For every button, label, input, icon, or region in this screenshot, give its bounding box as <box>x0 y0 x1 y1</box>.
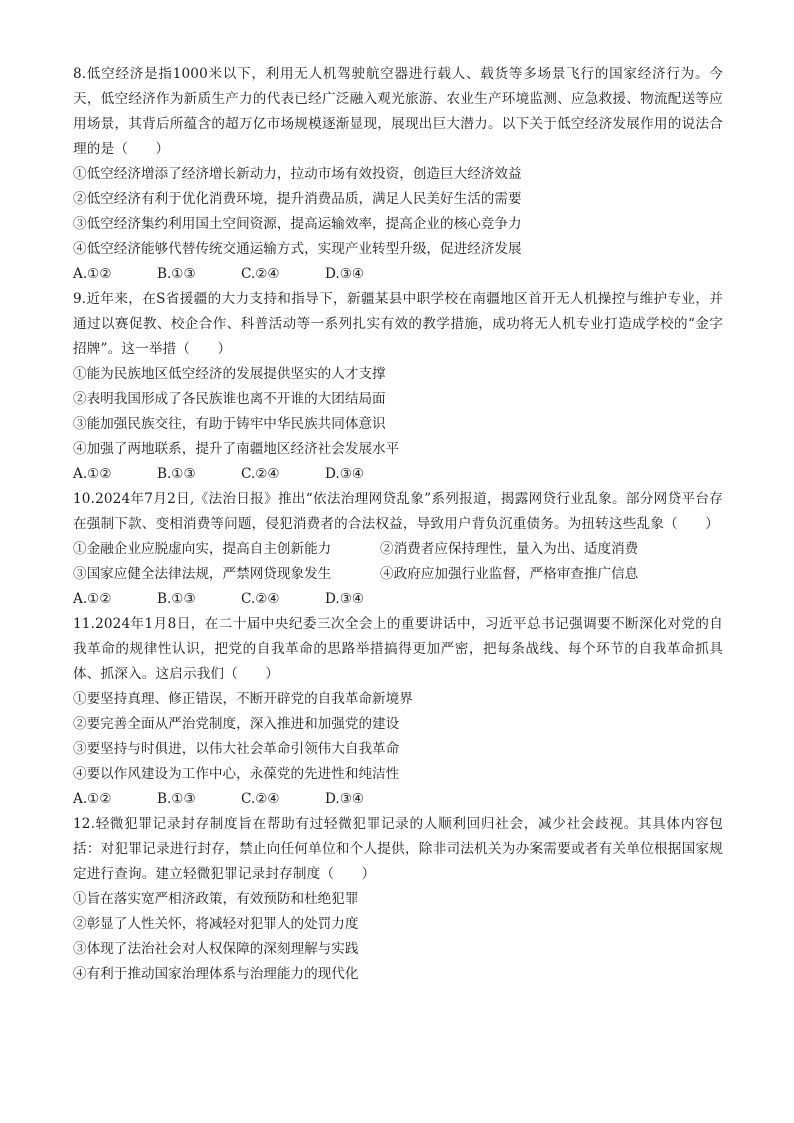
option-4: ④要以作风建设为工作中心，永葆党的先进性和纯洁性 <box>73 766 400 782</box>
question-12 <box>73 812 723 987</box>
option-1: ①要坚持真理、修正错误，不断开辟党的自我革命新境界 <box>73 691 413 707</box>
answer-choices <box>73 787 723 812</box>
option-1: ①能为民族地区低空经济的发展提供坚实的人才支撑 <box>73 366 386 382</box>
question-stem: 12.轻微犯罪记录封存制度旨在帮助有过轻微犯罪记录的人顺利回归社会，减少社会歧视。其具体内容包括：对犯罪记录进行封存，禁止向任何单位和个人提供，除非司法机关为办案需要或者有关单位根据国家规定进行查询。建立轻微犯罪记录封存制度（ ） <box>73 816 723 882</box>
choice-d: D.③④ <box>325 266 365 282</box>
question-stem: 10.2024年7月2日,《法治日报》推出“依法治理网贷乱象”系列报道，揭露网贷行业乱象。部分网贷平台存在强制下款、变相消费等问题，侵犯消费者的合法权益，导致用户背负沉重债务。为扭转这些乱象（ ） <box>73 491 723 532</box>
option-3: ③国家应健全法律法规，严禁网贷现象发生 <box>73 566 332 582</box>
choice-a: A.①② <box>73 591 112 607</box>
option-3: ③低空经济集约利用国土空间资源，提高运输效率，提高企业的核心竞争力 <box>73 216 522 232</box>
choice-c: C.②④ <box>241 791 280 807</box>
option-3: ③要坚持与时俱进，以伟大社会革命引领伟大自我革命 <box>73 741 400 757</box>
options-grid <box>73 537 723 587</box>
option-2: ②要完善全面从严治党制度，深入推进和加强党的建设 <box>73 716 400 732</box>
choice-b: B.①③ <box>157 266 196 282</box>
question-11 <box>73 612 723 812</box>
option-2: ②彰显了人性关怀，将减轻对犯罪人的处罚力度 <box>73 916 359 932</box>
choice-b: B.①③ <box>157 791 196 807</box>
question-stem: 11.2024年1月8日，在二十届中央纪委三次全会上的重要讲话中，习近平总书记强调要不断深化对党的自我革命的规律性认识，把党的自我革命的思路举措搞得更加严密，把每条战线、每个环节的自我革命抓具体、抓深入。这启示我们（ ） <box>73 616 723 682</box>
answer-choices <box>73 262 723 287</box>
option-1: ①金融企业应脱虚向实，提高自主创新能力 <box>73 541 332 557</box>
choice-d: D.③④ <box>325 791 365 807</box>
option-1: ①低空经济增添了经济增长新动力，拉动市场有效投资，创造巨大经济效益 <box>73 166 522 182</box>
option-4: ④政府应加强行业监督，严格审查推广信息 <box>380 566 639 582</box>
choice-a: A.①② <box>73 266 112 282</box>
choice-c: C.②④ <box>241 591 280 607</box>
option-1: ①旨在落实宽严相济政策，有效预防和杜绝犯罪 <box>73 891 359 907</box>
choice-a: A.①② <box>73 791 112 807</box>
choice-d: D.③④ <box>325 466 365 482</box>
choice-b: B.①③ <box>157 466 196 482</box>
choice-a: A.①② <box>73 466 112 482</box>
question-10 <box>73 487 723 612</box>
question-stem: 8.低空经济是指1000米以下，利用无人机驾驶航空器进行载人、载货等多场景飞行的国家经济行为。今天，低空经济作为新质生产力的代表已经广泛融入观光旅游、农业生产环境监测、应急救援、物流配送等应用场景，其背后所蕴含的超万亿市场规模逐渐显现，展现出巨大潜力。以下关于低空经济发展作用的说法合理的是（ ） <box>73 66 723 157</box>
option-2: ②低空经济有利于优化消费环境，提升消费品质，满足人民美好生活的需要 <box>73 191 522 207</box>
question-8 <box>73 62 723 287</box>
option-2: ②消费者应保持理性，量入为出、适度消费 <box>380 541 639 557</box>
option-4: ④加强了两地联系，提升了南疆地区经济社会发展水平 <box>73 441 400 457</box>
option-3: ③体现了法治社会对人权保障的深刻理解与实践 <box>73 941 359 957</box>
choice-d: D.③④ <box>325 591 365 607</box>
question-stem: 9.近年来，在S省援疆的大力支持和指导下，新疆某县中职学校在南疆地区首开无人机操控与维护专业，并通过以赛促教、校企合作、科普活动等一系列扎实有效的教学措施，成功将无人机专业打造成学校的“金字招牌”。这一举措（ ） <box>73 291 723 357</box>
exam-page <box>73 62 723 987</box>
answer-choices <box>73 462 723 487</box>
choice-c: C.②④ <box>241 266 280 282</box>
question-9 <box>73 287 723 487</box>
option-4: ④有利于推动国家治理体系与治理能力的现代化 <box>73 966 359 982</box>
choice-c: C.②④ <box>241 466 280 482</box>
option-2: ②表明我国形成了各民族谁也离不开谁的大团结局面 <box>73 391 386 407</box>
option-3: ③能加强民族交往，有助于铸牢中华民族共同体意识 <box>73 416 386 432</box>
choice-b: B.①③ <box>157 591 196 607</box>
option-4: ④低空经济能够代替传统交通运输方式，实现产业转型升级，促进经济发展 <box>73 241 522 257</box>
answer-choices <box>73 587 723 612</box>
